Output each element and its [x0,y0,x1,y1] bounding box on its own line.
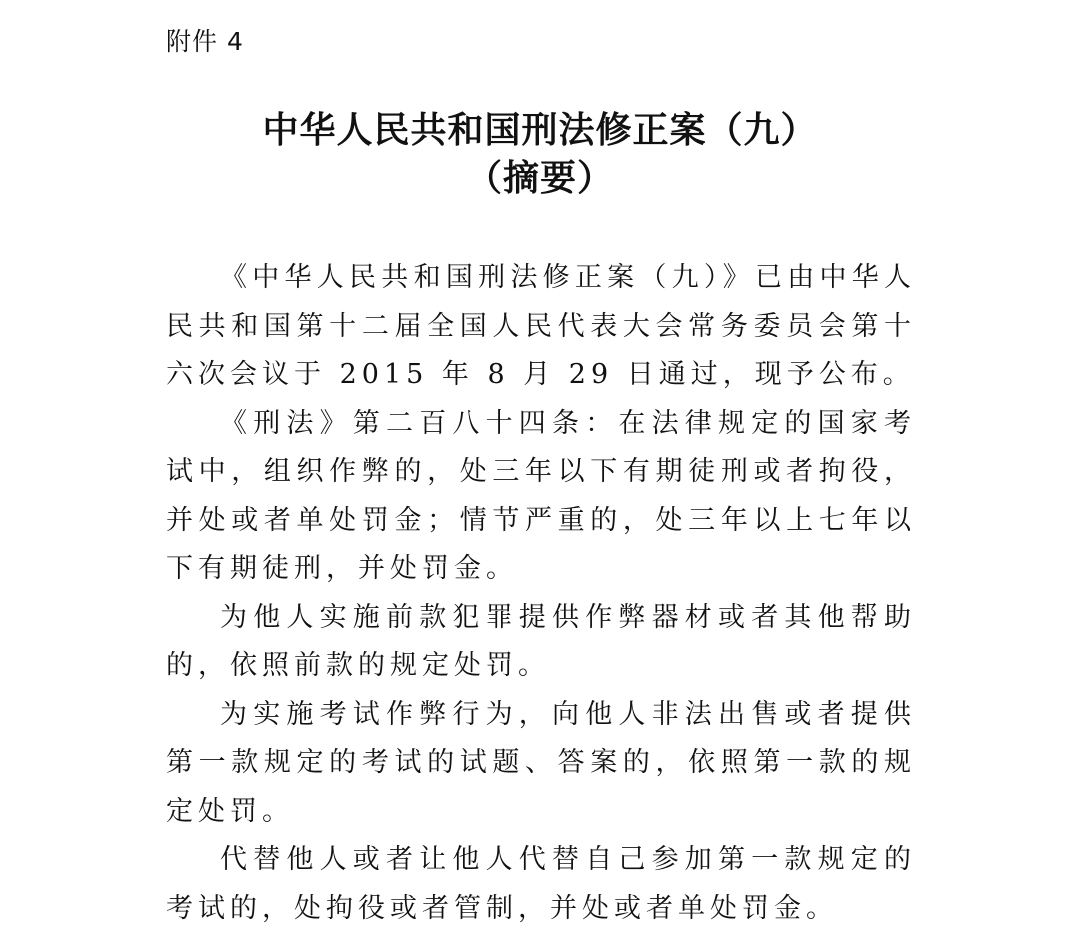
document-subtitle: （摘要） [465,158,614,199]
document-body [166,254,916,933]
paragraph: 为实施考试作弊行为，向他人非法出售或者提供第一款规定的考试的试题、答案的，依照第一款的规定处罚。 [166,698,916,827]
document-title: 中华人民共和国刑法修正案（九） [262,110,818,151]
paragraph: 《中华人民共和国刑法修正案（九）》已由中华人民共和国第十二届全国人民代表大会常务委员会第十六次会议于 2015 年 8 月 29 日通过，现予公布。 [166,262,916,390]
paragraph: 为他人实施前款犯罪提供作弊器材或者其他帮助的，依照前款的规定处罚。 [166,601,916,681]
paragraph: 《刑法》第二百八十四条：在法律规定的国家考试中，组织作弊的，处三年以下有期徒刑或者拘役，并处或者单处罚金；情节严重的，处三年以上七年以下有期徒刑，并处罚金。 [166,407,916,584]
attachment-label: 附件 4 [166,27,244,56]
paragraph: 代替他人或者让他人代替自己参加第一款规定的考试的，处拘役或者管制，并处或者单处罚金。 [166,844,916,924]
